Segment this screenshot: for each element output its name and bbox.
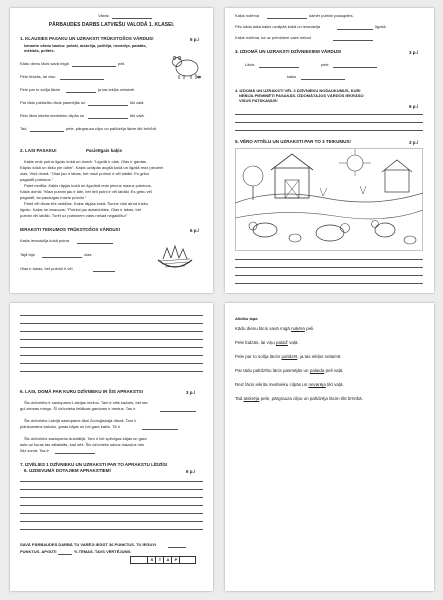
answer-line: Tad atskrēja pele, pārgrauza cilpu un palīdzēja lācim tikt brīvībā.: [235, 396, 363, 401]
task-6-points: 3 p./: [186, 390, 196, 395]
writing-line[interactable]: [235, 122, 423, 123]
writing-line[interactable]: [20, 529, 203, 530]
question-2: Tajā bija: [20, 252, 35, 257]
grade-boxes: [130, 556, 196, 564]
answer-blank[interactable]: [333, 67, 377, 68]
answer-blank[interactable]: [42, 257, 82, 258]
points-earned-blank[interactable]: [168, 547, 186, 548]
task-3-points: 3 p./: [409, 50, 419, 55]
question-1: Kaķis ieraudzīja kokā putna: [20, 238, 69, 243]
story-line: Kāpšu kokā un tikšu pie olām". Kaķis uzrāpās augšā kokā un ligzdā redz pieciem: [20, 165, 164, 170]
sentence-2: Pele lūdzās, lai viņu: [20, 74, 56, 79]
writing-line[interactable]: [235, 283, 423, 284]
task-1-points: 6 p./: [190, 37, 200, 42]
answer-word: palīdzēt: [281, 354, 298, 359]
description-bear: Šis dzīvnieks ir sastopams Latvijas mežos. Tam ir silts kažoks, bet tas: [24, 400, 148, 405]
sentence-3: Pele par to solīja lācim: [20, 87, 61, 92]
answer-blank[interactable]: [259, 67, 299, 68]
answer-line: Par tādu palīdzību lācis pasmējās un palaida peli vaļā.: [235, 368, 344, 373]
bear-and-mouse-illustration: [170, 54, 202, 80]
task-7-heading: 7. IZVĒLIES 1 DZĪVNIEKU UN UZRAKSTI PAR TO APRAKSTU LĪDZĪGI: [20, 462, 168, 467]
story-line: Paiet vēl divas trīs nedēļas. Kaķis rāpjas kokā. Šoreiz viņš atrod tukšu: [24, 201, 148, 206]
animal-bear-label: Lācis: [245, 62, 255, 67]
word-bank-2: mēkšās, pelītēs.: [24, 48, 55, 53]
writing-line[interactable]: [235, 275, 423, 276]
answer-line: Pele lūdzās, lai viņu palaiž vaļā.: [235, 340, 299, 345]
grade-cell[interactable]: T: [155, 557, 164, 563]
animal-cat-label: kaķis: [287, 74, 297, 79]
worksheet-page-1: Vārds: PĀRBAUDES DARBS LATVIEŠU VALODĀ 1. KLASEI. 1. KLAUSIES PASAKU UN UZRAKSTI TRŪKSTOŠOS VĀRDUS! 6 p./ Izmanto vārdu banku: pelaši, atskrēja, pelītēja, nevarēja, paiatās, mēkšās, pelītēs. Kādu dienu lācis savā migā peli. Pele lūdzās, lai viņu Pele par to solīja lācim ja tas iekļūs nelaimē. Par tādu palīdzību lācis pasmējās un tiki vaļā. Reiz lācis iekrita mednieku cilpās un tikt vaļā. Tad pele, pārgrauza cilpu un palīdzēja lācim tikt brīvībā. 2. LASI PASAKU! Pacietīgais kaķis Kaķis redz putna ligzdu kokā un domā: "Ligzdā ir olas. Olas ir gardas. Kāpšu kokā un tikšu pie olām". Kaķis uzrāpās augšā kokā un ligzdā redz pieciem olas. Viņš domā: "Olas jau ir labas, bet mazi putniņi ir vēl labāki. Es gribu pagaidīt putniņus." Paiet nedēļa. Kaķis rāpjas kokā un ligzdiņā redz piecus mazus putniņus. Kaķis domā: "Mazi putniņi jau ir labi, bet lieli putni ir vēl labāki. Es gribu vēl pagaidīt, lai pauaugas maziе putniņi." Paiet vēl divas trīs nedēļas. Kaķis rāpjas kokā. Šoreiz viņš atrod tukšu ligzdu. Kaķis ne izsaucas: "Putniņi jau aizlaidušies. Olas ir labas, bet putniņi vēl labāki. Turēt uz putniņiem vairs nekad negaidīšu!" IERAKSTI TEIKUMOS TRŪKSTOŠOS VĀRDUS! 6 p./ Kaķis ieraudzīja kokā putna Tajā bija olas. Olas ir labas, bet putniņi ir vēl: [10, 8, 213, 293]
page-title: PĀRBAUDES DARBS LATVIEŠU VALODĀ 1. KLASEI.: [48, 22, 175, 28]
answer-word: noķēra: [291, 326, 305, 331]
writing-line[interactable]: [20, 363, 203, 364]
task-4-points: 6 p./: [409, 104, 419, 109]
answer-blank[interactable]: [55, 453, 95, 454]
answer-blank[interactable]: [77, 243, 113, 244]
blank-3[interactable]: [66, 92, 96, 93]
task-3-heading: 3. IZDOMĀ UN UZRAKSTI DZĪVNIEKIEM VĀRDUS!: [235, 49, 342, 54]
task-7-points: 6 p./: [186, 469, 196, 474]
story-line: Paiet nedēļa. Kaķis rāpjas kokā un ligzdiņā redz piecus mazus putniņus.: [24, 183, 152, 188]
task-3-heading: IERAKSTI TEIKUMOS TRŪKSTOŠOS VĀRDUS!: [20, 227, 121, 232]
sentence-1: Kādu dienu lācis savā migā: [20, 61, 69, 66]
writing-line[interactable]: [235, 114, 423, 115]
bird-nest-illustration: [155, 244, 195, 274]
story-line: ligzdu. Kaķis ne izsaucas: "Putniņi jau aizlaidušies. Olas ir labas, bet: [20, 207, 142, 212]
task-6-heading: 6. LASI, DOMĀ PAR KURU DZĪVNIEKU IR ŠIS APRAKSTS!: [20, 389, 144, 394]
farm-scene-illustration: [235, 148, 423, 251]
writing-line[interactable]: [20, 331, 203, 332]
blank-2[interactable]: [60, 79, 104, 80]
writing-line[interactable]: [20, 355, 203, 356]
score-summary: SAVĀ PĀRBAUDES DARBĀ TU VARĒJI IEGŪT 36 PUNKTUS. TU IEGUVI: [20, 542, 157, 547]
answer-blank[interactable]: [93, 271, 115, 272]
name-label: Vārds:: [98, 13, 110, 18]
story-line: olas. Viņš domā: "Olas jau ir labas, bet mazi putniņi ir vēl labāki. Es gribu: [20, 171, 149, 176]
answer-blank[interactable]: [333, 40, 373, 41]
answer-key-page: [225, 303, 434, 591]
writing-line[interactable]: [235, 259, 423, 260]
sentence-9: Kaķis nolēma, ka uz putniņiem vairs nekad: [235, 35, 311, 40]
blank-1[interactable]: [72, 66, 116, 67]
sentence-7: Kaķis nolēma: [235, 13, 260, 18]
writing-line[interactable]: [235, 130, 423, 131]
grade-cell[interactable]: P: [171, 557, 180, 563]
grade-blank[interactable]: [131, 557, 147, 563]
writing-line[interactable]: [20, 481, 203, 482]
task-2-heading: 2. LASI PASAKU!: [20, 148, 57, 153]
percent-blank[interactable]: [58, 554, 72, 555]
sentence-8: Pēc kāda laika kaķis uzrāpās kokā un ieraudzīja: [235, 24, 321, 29]
writing-line[interactable]: [20, 497, 203, 498]
sentence-6: Tad: [20, 126, 27, 131]
answer-blank[interactable]: [142, 429, 178, 430]
story-line: putniņi vēl labāki. Turēt uz putniņiem vairs nekad negaidīšu!": [20, 213, 128, 218]
writing-line[interactable]: [20, 347, 203, 348]
writing-line[interactable]: [20, 323, 203, 324]
writing-line[interactable]: [20, 339, 203, 340]
grade-blank[interactable]: [179, 557, 196, 563]
task-3-points: 6 p./: [190, 228, 200, 233]
sentence-5: Reiz lācis iekrita mednieku cilpās un: [20, 113, 85, 118]
writing-line[interactable]: [20, 315, 203, 316]
writing-line[interactable]: [20, 489, 203, 490]
answer-word: palaiž: [276, 340, 288, 345]
answer-word: nevarēja: [308, 382, 326, 387]
story-title: Pacietīgais kaķis: [86, 148, 123, 153]
writing-line[interactable]: [20, 513, 203, 514]
task-5-heading: 5. VĒRO ATTĒLU UN UZRAKSTI PAR TO 3 TEIKUMUS!: [235, 139, 351, 144]
name-line[interactable]: [112, 18, 152, 19]
story-line: pagaidīt, lai pauaugas maziе putniņi.": [20, 195, 87, 200]
task-4-heading: 4. IZDOMĀ UN UZRAKSTI VĒL 3 DZĪVNIEKU NOSAUKUMUS, KURI: [235, 88, 361, 93]
blank-5[interactable]: [88, 118, 128, 119]
answer-word: atskrēja: [243, 396, 260, 401]
description-giraffe: Šis dzīvnieks Latvijā sastopams tikai Zooloģiskajā dārzā. Tam ir: [24, 418, 137, 423]
answer-line: Reiz lācis iekrita mednieku cilpās un nevarēja tikt vaļā.: [235, 382, 344, 387]
blank-6[interactable]: [30, 131, 64, 132]
answer-blank[interactable]: [160, 411, 196, 412]
worksheet-page-3: 6. LASI, DOMĀ PAR KURU DZĪVNIEKU IR ŠIS APRAKSTS! 3 p./ Šis dzīvnieks ir sastopams Latvijas mežos. Tam ir silts kažoks, bet tas gul ziemas miegu. Šī dzīvnieka lielākais gardums ir medus. Tas ir Šis dzīvnieks Latvijā sastopams tikai Zooloģiskajā dārzā. Tam ir plankumains kažoks, garas kājas un ļoti gara kakls. Tā ir Šis dzīvnieks sastopams Austrālijā. Tam ir ļoti spēcīgas kājas un gara aste uz kuras tas atbalstās, kad sēž. Šis dzīvnieks savus mazuļus nes līdz somā. Tas ir 7. IZVĒLIES 1 DZĪVNIEKU UN UZRAKSTI PAR TO APRAKSTU LĪDZĪGI 6. UZDEVUMĀ DOTAJIEM APRAKSTIEM! 6 p./ SAVĀ PĀRBAUDES DARBĀ TU VARĒJI IEGŪT 36 PUNKTUS. TU IEGUVI PUNKTUS. APGŪTI % TĒMAS. TAVS VĒRTĒJUMS S T A P: [10, 303, 213, 591]
description-kangaroo: Šis dzīvnieks sastopams Austrālijā. Tam ir ļoti spēcīgas kājas un gara: [24, 436, 147, 441]
answer-key-header: Atbilžu lapa: [235, 316, 258, 321]
answer-blank[interactable]: [267, 18, 307, 19]
story-line: pagaidīt putniņus.": [20, 177, 53, 182]
blank-4[interactable]: [88, 105, 128, 106]
grade-cell[interactable]: A: [163, 557, 172, 563]
worksheet-page-2: Kaķis nolēma kamēr putniņi paaugdies. Pēc kāda laika kaķis uzrāpās kokā un ieraudzīja ligzdā. Kaķis nolēma, ka uz putniņiem vairs nekad 3. IZDOMĀ UN UZRAKSTI DZĪVNIEKIEM VĀRDUS! 3 p./ Lācis pele kaķis 4. IZDOMĀ UN UZRAKSTI VĒL 3 DZĪVNIEKU NOSAUKUMUS, KURI NEBIJA PIEMINĒTI PASAKĀS. IZDOMĀTAJOS VĀRDOS IEKRĀSO VISUS PATSKAŅUS! 6 p./ 5. VĒRO ATTĒLU UN UZRAKSTI PAR TO 3 TEIKUMUS! 3 p./: [225, 8, 434, 293]
grade-cell[interactable]: S: [147, 557, 156, 563]
task-5-points: 3 p./: [409, 140, 419, 145]
task-1-heading: 1. KLAUSIES PASAKU UN UZRAKSTI TRŪKSTOŠOS VĀRDUS!: [20, 36, 154, 41]
writing-line[interactable]: [20, 371, 203, 372]
question-3: Olas ir labas, bet putniņi ir vēl: [20, 266, 73, 271]
story-line: Kaķis domā: "Mazi putniņi jau ir labi, bet lieli putni ir vēl labāki. Es gribu vēl: [20, 189, 152, 194]
writing-line[interactable]: [20, 521, 203, 522]
animal-mouse-label: pele: [321, 62, 329, 67]
story-line: Kaķis redz putna ligzdu kokā un domā: "Ligzdā ir olas. Olas ir gardas.: [24, 159, 148, 164]
answer-blank[interactable]: [337, 29, 373, 30]
answer-line: Pele par to solīja lācim palīdzēt, ja tas iekļūs nelaimē.: [235, 354, 342, 359]
answer-blank[interactable]: [301, 79, 345, 80]
writing-line[interactable]: [235, 267, 423, 268]
writing-line[interactable]: [20, 505, 203, 506]
answer-word: palaida: [309, 368, 325, 373]
answer-line: Kādu dienu lācis savā migā noķēra peli.: [235, 326, 315, 331]
word-bank-1: Izmanto vārdu banku: pelaši, atskrēja, pelītēja, nevarēja, paiatās,: [24, 43, 147, 48]
sentence-4: Par tādu palīdzību lācis pasmējās un: [20, 100, 86, 105]
